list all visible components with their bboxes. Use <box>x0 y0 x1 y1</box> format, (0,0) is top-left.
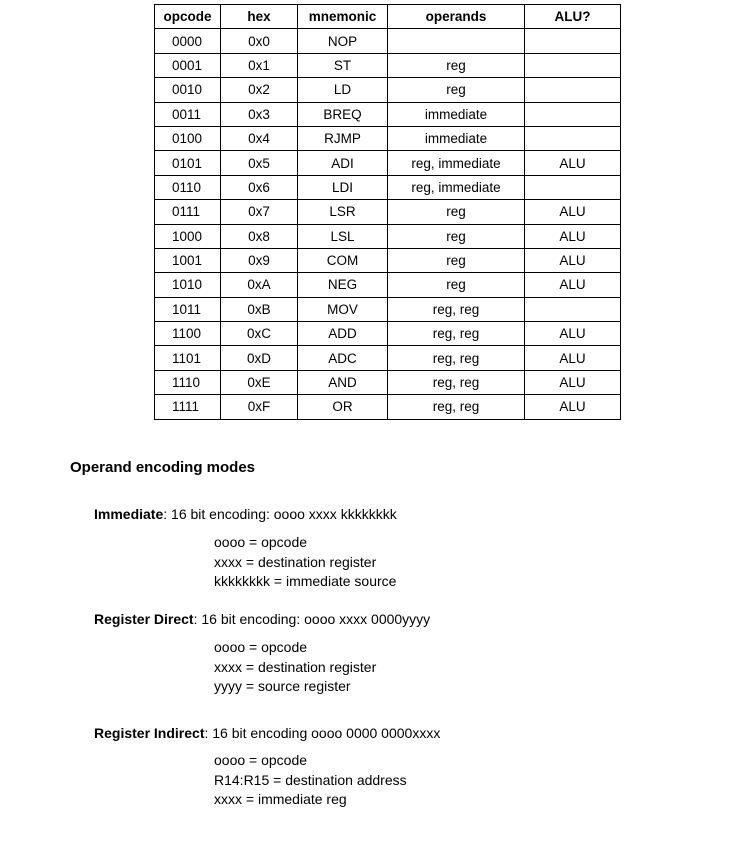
hex-cell: 0x7 <box>221 200 298 224</box>
alu-cell: ALU <box>525 224 621 248</box>
operands-cell: reg, reg <box>388 370 525 394</box>
hex-cell: 0x8 <box>221 224 298 248</box>
opcode-cell: 1111 <box>155 395 221 419</box>
table-row <box>155 200 621 224</box>
table-row <box>155 126 621 150</box>
hex-cell: 0x9 <box>221 248 298 272</box>
column-header-hex: hex <box>221 5 298 29</box>
opcode-cell: 0001 <box>155 53 221 77</box>
mode-immediate-details <box>214 533 396 592</box>
detail-line: R14:R15 = destination address <box>214 771 407 788</box>
operands-cell: immediate <box>388 102 525 126</box>
hex-cell: 0xC <box>221 322 298 346</box>
detail-line: xxxx = destination register <box>214 658 377 675</box>
mnemonic-cell: NOP <box>298 29 388 53</box>
mode-immediate-title <box>94 506 397 522</box>
alu-cell <box>525 297 621 321</box>
hex-cell: 0x6 <box>221 175 298 199</box>
mnemonic-cell: ST <box>298 53 388 77</box>
opcode-table <box>154 4 621 420</box>
mnemonic-cell: ADC <box>298 346 388 370</box>
alu-cell <box>525 78 621 102</box>
opcode-cell: 1011 <box>155 297 221 321</box>
opcode-cell: 1100 <box>155 322 221 346</box>
alu-cell <box>525 126 621 150</box>
mnemonic-cell: OR <box>298 395 388 419</box>
table-row <box>155 175 621 199</box>
operands-cell: immediate <box>388 126 525 150</box>
operands-cell: reg <box>388 248 525 272</box>
operands-cell: reg <box>388 224 525 248</box>
mode-register-direct-details <box>214 638 376 697</box>
hex-cell: 0x2 <box>221 78 298 102</box>
opcode-cell: 0111 <box>155 200 221 224</box>
column-header-opcode: opcode <box>155 5 221 29</box>
table-row <box>155 395 621 419</box>
opcode-cell: 0101 <box>155 151 221 175</box>
opcode-cell: 0110 <box>155 175 221 199</box>
alu-cell: ALU <box>525 370 621 394</box>
opcode-cell: 1000 <box>155 224 221 248</box>
alu-cell <box>525 102 621 126</box>
hex-cell: 0x0 <box>221 29 298 53</box>
operands-cell: reg, reg <box>388 395 525 419</box>
opcode-cell: 0010 <box>155 78 221 102</box>
alu-cell: ALU <box>525 151 621 175</box>
detail-line: oooo = opcode <box>214 752 308 768</box>
opcode-cell: 1110 <box>155 370 221 394</box>
opcode-cell: 1001 <box>155 248 221 272</box>
operands-cell: reg <box>388 200 525 224</box>
alu-cell: ALU <box>525 200 621 224</box>
detail-line: yyyy = source register <box>214 678 351 694</box>
mnemonic-cell: LSR <box>298 200 388 224</box>
hex-cell: 0x3 <box>221 102 298 126</box>
operands-cell: reg, reg <box>388 297 525 321</box>
hex-cell: 0x1 <box>221 53 298 77</box>
mnemonic-cell: ADD <box>298 322 388 346</box>
mnemonic-cell: AND <box>298 370 388 394</box>
table-row <box>155 78 621 102</box>
operands-cell: reg, reg <box>388 346 525 370</box>
table-row <box>155 102 621 126</box>
mode-encoding: : 16 bit encoding: oooo xxxx 0000yyyy <box>193 611 431 627</box>
mnemonic-cell: COM <box>298 248 388 272</box>
table-row <box>155 53 621 77</box>
hex-cell: 0xD <box>221 346 298 370</box>
mnemonic-cell: LSL <box>298 224 388 248</box>
column-header-alu: ALU? <box>525 5 621 29</box>
opcode-cell: 0000 <box>155 29 221 53</box>
column-header-mnemonic: mnemonic <box>298 5 388 29</box>
hex-cell: 0xA <box>221 273 298 297</box>
alu-cell: ALU <box>525 322 621 346</box>
table-row <box>155 224 621 248</box>
table-row <box>155 346 621 370</box>
opcode-cell: 1010 <box>155 273 221 297</box>
mnemonic-cell: LD <box>298 78 388 102</box>
operands-cell: reg, immediate <box>388 175 525 199</box>
opcode-cell: 0011 <box>155 102 221 126</box>
hex-cell: 0xE <box>221 370 298 394</box>
operands-cell <box>388 29 525 53</box>
table-body <box>155 29 621 419</box>
alu-cell <box>525 53 621 77</box>
detail-line: xxxx = destination register <box>214 553 377 570</box>
detail-line: oooo = opcode <box>214 534 308 550</box>
detail-line: kkkkkkkk = immediate source <box>214 573 397 589</box>
alu-cell <box>525 29 621 53</box>
mnemonic-cell: RJMP <box>298 126 388 150</box>
table-row <box>155 29 621 53</box>
mode-register-indirect-details <box>214 751 407 810</box>
detail-line: xxxx = immediate reg <box>214 791 347 807</box>
mnemonic-cell: BREQ <box>298 102 388 126</box>
alu-cell: ALU <box>525 395 621 419</box>
opcode-cell: 1101 <box>155 346 221 370</box>
detail-line: oooo = opcode <box>214 639 308 655</box>
mnemonic-cell: LDI <box>298 175 388 199</box>
table-row <box>155 151 621 175</box>
operands-cell: reg, reg <box>388 322 525 346</box>
opcode-cell: 0100 <box>155 126 221 150</box>
operands-cell: reg, immediate <box>388 151 525 175</box>
mnemonic-cell: MOV <box>298 297 388 321</box>
operands-cell: reg <box>388 53 525 77</box>
mnemonic-cell: ADI <box>298 151 388 175</box>
mode-name: Register Direct <box>94 611 194 627</box>
mode-register-direct-title <box>94 611 430 627</box>
mode-encoding: : 16 bit encoding: oooo xxxx kkkkkkkk <box>163 506 397 522</box>
mode-name: Register Indirect <box>94 725 205 741</box>
table-row <box>155 297 621 321</box>
operands-cell: reg <box>388 273 525 297</box>
table-header-row <box>155 5 621 29</box>
operands-cell: reg <box>388 78 525 102</box>
alu-cell <box>525 175 621 199</box>
mode-register-indirect-title <box>94 725 440 741</box>
hex-cell: 0xB <box>221 297 298 321</box>
table-row <box>155 248 621 272</box>
column-header-operands: operands <box>388 5 525 29</box>
alu-cell: ALU <box>525 346 621 370</box>
mnemonic-cell: NEG <box>298 273 388 297</box>
mode-encoding: : 16 bit encoding oooo 0000 0000xxxx <box>204 725 441 741</box>
hex-cell: 0x4 <box>221 126 298 150</box>
table-row <box>155 273 621 297</box>
hex-cell: 0x5 <box>221 151 298 175</box>
alu-cell: ALU <box>525 273 621 297</box>
alu-cell: ALU <box>525 248 621 272</box>
section-heading: Operand encoding modes <box>70 459 256 476</box>
hex-cell: 0xF <box>221 395 298 419</box>
table-row <box>155 322 621 346</box>
mode-name: Immediate <box>94 506 164 522</box>
table-row <box>155 370 621 394</box>
